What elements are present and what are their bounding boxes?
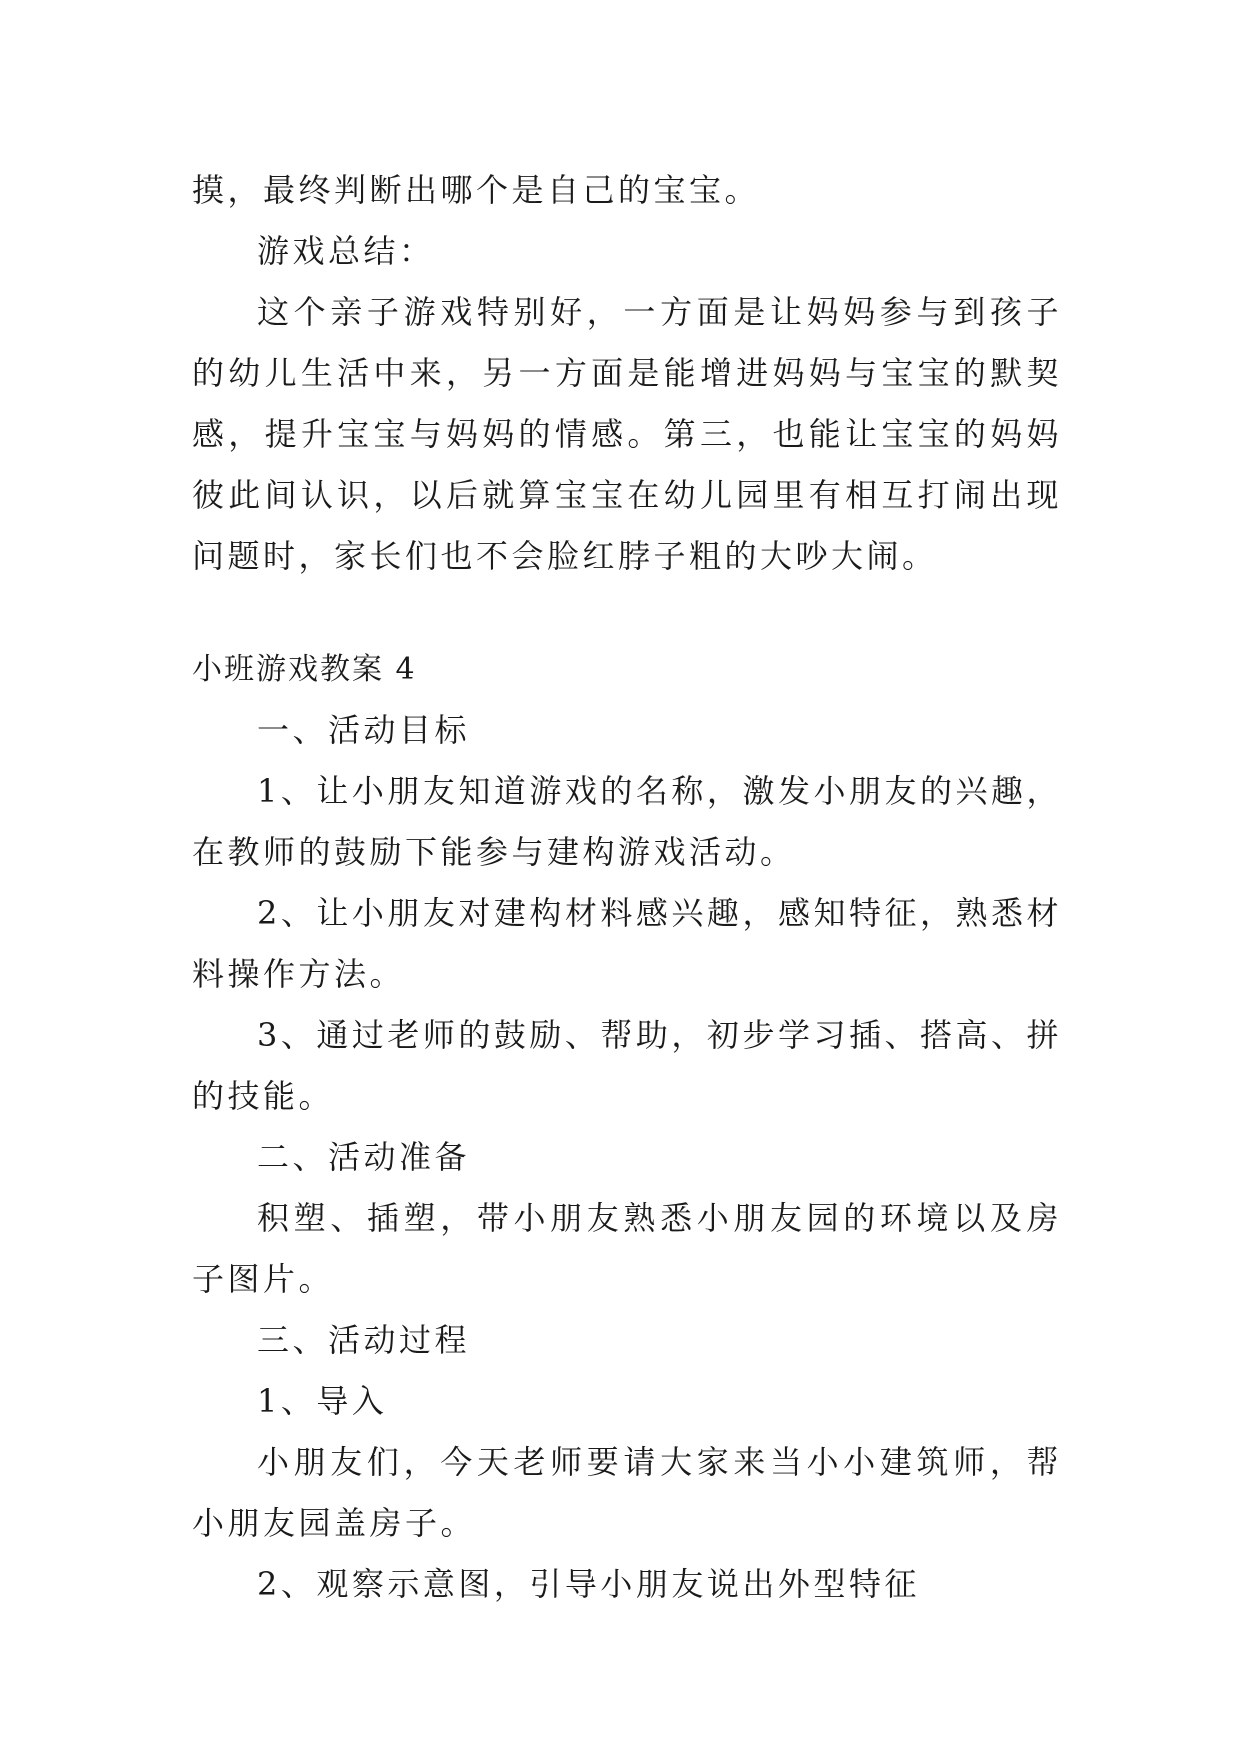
process-step-1-paragraph: 小朋友们，今天老师要请大家来当小小建筑师，帮小朋友园盖房子。 [192, 1443, 1062, 1542]
goal-item-2: 2、让小朋友对建构材料感兴趣，感知特征，熟悉材料操作方法。 [192, 894, 1062, 993]
process-step-1-heading: 1、导入 [257, 1382, 388, 1420]
activity-process-heading: 三、活动过程 [257, 1321, 471, 1359]
game-summary-paragraph: 这个亲子游戏特别好，一方面是让妈妈参与到孩子的幼儿生活中来，另一方面是能增进妈妈与宝宝的默契感，提升宝宝与妈妈的情感。第三，也能让宝宝的妈妈彼此间认识，以后就算宝宝在幼儿园里有相互打闹出现问题时，家长们也不会脸红脖子粗的大吵大闹。 [192, 293, 1062, 575]
continued-paragraph: 摸，最终判断出哪个是自己的宝宝。 [192, 171, 761, 209]
goal-item-3: 3、通过老师的鼓励、帮助，初步学习插、搭高、拼的技能。 [192, 1016, 1062, 1115]
document-page [192, 160, 1062, 1615]
preparation-paragraph: 积塑、插塑，带小朋友熟悉小朋友园的环境以及房子图片。 [192, 1199, 1062, 1298]
goal-item-1: 1、让小朋友知道游戏的名称，激发小朋友的兴趣，在教师的鼓励下能参与建构游戏活动。 [192, 772, 1062, 871]
game-summary-heading: 游戏总结： [257, 232, 435, 270]
activity-preparation-heading: 二、活动准备 [257, 1138, 471, 1176]
section-title: 小班游戏教案 4 [192, 652, 417, 687]
process-step-2-heading: 2、观察示意图，引导小朋友说出外型特征 [257, 1565, 920, 1603]
activity-goals-heading: 一、活动目标 [257, 711, 471, 749]
